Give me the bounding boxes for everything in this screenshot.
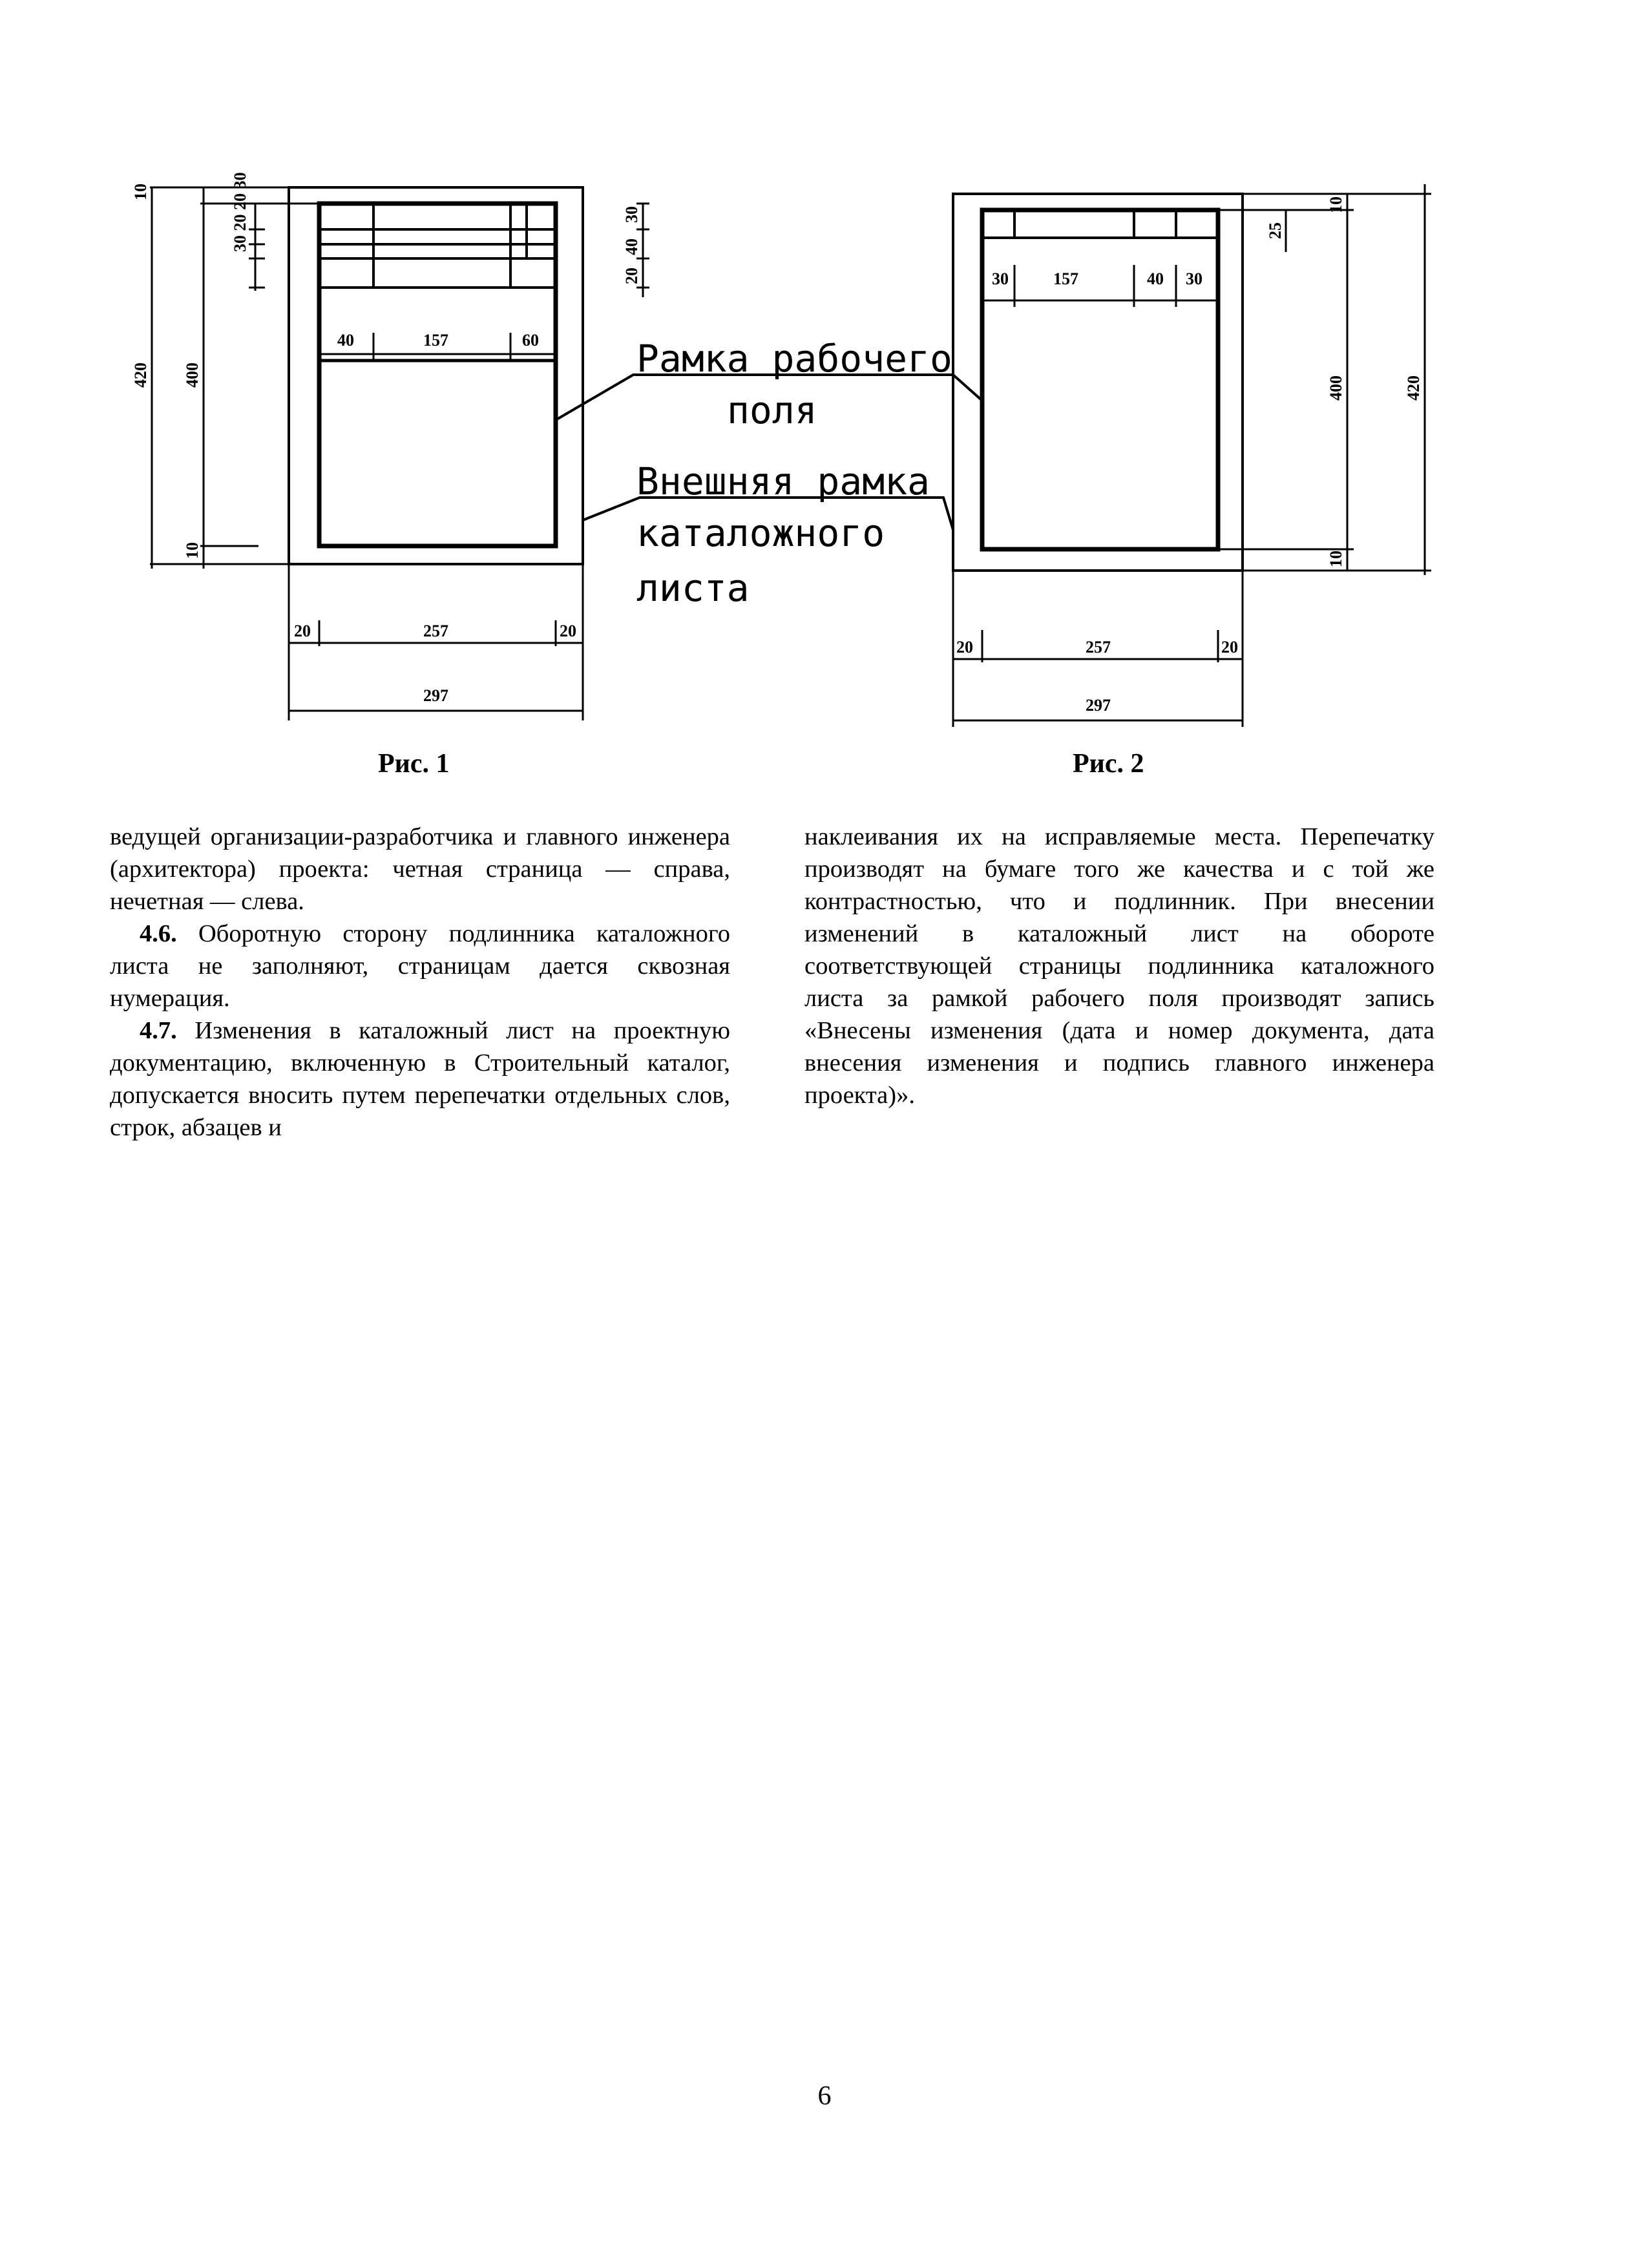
fig1-dim-right-20: 20 — [622, 268, 641, 284]
fig1-dim-bottom-257: 257 — [423, 622, 448, 640]
fig2-dim-bottom-257: 257 — [1086, 638, 1111, 656]
fig2-dim-total-height: 420 — [1404, 375, 1423, 401]
fig2-title-block — [982, 210, 1218, 238]
fig1-work-frame — [319, 204, 556, 546]
fig2-dim-top-25: 25 — [1266, 222, 1285, 239]
clause-text: Изменения в каталожный лист на проектную документацию, включенную в Строительный каталог, допускается вносить путем перепечатки отдельных слов, строк, абзацев и — [110, 1017, 730, 1141]
fig1-dim-bottom-right-20: 20 — [560, 622, 576, 640]
figures-diagram — [0, 0, 1649, 814]
fig1-dim-work-height: 400 — [183, 362, 202, 388]
clause-number: 4.7. — [140, 1017, 177, 1044]
fig1-dim-right-60: 60 — [522, 331, 539, 350]
callout-work-field-line2: поля — [727, 388, 817, 432]
paragraph: ведущей организации-разработчика и главного инженера (архитектора) проекта: четная страница — справа, нечетная — слева. — [110, 823, 730, 915]
callout-work-field-line1: Рамка рабочего — [636, 337, 952, 381]
fig1-dim-bottom-left-20: 20 — [294, 622, 311, 640]
fig1-dim-left-40: 40 — [337, 331, 354, 350]
text-column-left — [110, 821, 730, 1144]
fig1-dim-bottom-margin: 10 — [183, 542, 202, 559]
callout-outer-frame-line2: каталожного — [636, 511, 885, 555]
clause-number: 4.6. — [140, 920, 177, 947]
fig1-dim-bottom-297: 297 — [423, 686, 448, 705]
paragraph-4-7 — [110, 1014, 730, 1144]
fig1-dim-mid-157: 157 — [423, 331, 448, 350]
fig1-drawing — [150, 187, 649, 720]
fig1-dim-total-height: 420 — [131, 362, 150, 388]
fig1-title-block — [319, 204, 556, 288]
fig2-dim-left-30: 30 — [992, 269, 1009, 288]
fig2-work-frame — [982, 210, 1218, 549]
fig2-dim-bottom-left-20: 20 — [956, 638, 973, 656]
fig2-dim-work-height: 400 — [1327, 375, 1345, 401]
fig2-dim-bottom-297: 297 — [1086, 696, 1111, 715]
paragraph: наклеивания их на исправляемые места. Перепечатку производят на бумаге того же качества и с той же контрастностью, что и подлинник. При внесении изменений в каталожный лист на обороте соответствующей страницы подлинника каталожного листа за рамкой рабочего поля производят запись «Внесены изменения (дата и номер документа, дата внесения изменения и подпись главного инженера проекта)». — [804, 823, 1434, 1109]
clause-text: Оборотную сторону подлинника каталожного листа не заполняют, страницам дается сквозная нумерация. — [110, 920, 730, 1012]
paragraph-4-6 — [110, 918, 730, 1014]
fig2-dim-right-40: 40 — [1147, 269, 1164, 288]
fig2-outer-frame — [953, 194, 1243, 571]
text-column-right — [804, 821, 1434, 1111]
fig1-dim-right-30: 30 — [622, 206, 641, 223]
fig1-dim-title-rows: 30 20 20 30 — [231, 172, 249, 252]
fig2-dim-top-10: 10 — [1327, 196, 1345, 213]
fig2-drawing — [953, 184, 1431, 727]
callout-outer-frame-line1: Внешняя рамка — [636, 459, 930, 503]
fig2-dim-right-30: 30 — [1186, 269, 1203, 288]
fig1-caption: Рис. 1 — [378, 749, 450, 779]
fig2-dim-bottom-right-20: 20 — [1221, 638, 1238, 656]
fig1-dim-top-margin: 10 — [131, 184, 150, 200]
fig1-dim-right-40: 40 — [622, 238, 641, 255]
callout-outer-frame-line3: листа — [636, 566, 750, 610]
page-number: 6 — [817, 2081, 832, 2111]
fig2-dim-mid-157: 157 — [1053, 269, 1078, 288]
fig2-caption: Рис. 2 — [1073, 749, 1144, 779]
fig2-dim-bottom-margin: 10 — [1327, 551, 1345, 567]
